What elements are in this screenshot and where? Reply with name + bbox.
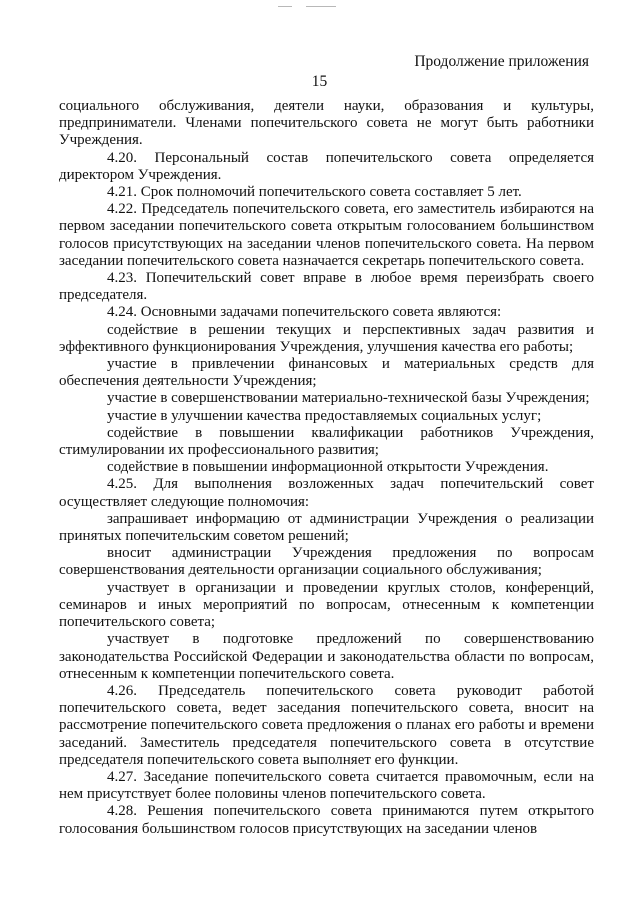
paragraph: 4.21. Срок полномочий попечительского совета составляет 5 лет. bbox=[107, 184, 522, 201]
list-item: участие в улучшении качества предоставляемых социальных услуг; bbox=[107, 407, 542, 424]
paragraph: 4.27. Заседание попечительского совета считается правомочным, если на нем присутствует более половины членов попечительского совета. bbox=[59, 768, 594, 803]
list-item: запрашивает информацию от администрации Учреждения о реализации принятых попечительским советом решений; bbox=[59, 510, 594, 545]
paragraph: 4.24. Основными задачами попечительского совета являются: bbox=[107, 304, 502, 321]
scan-artifact bbox=[278, 6, 338, 8]
paragraph: 4.26. Председатель попечительского совета руководит работой попечительского совета, ведет заседания попечительского совета, вносит на рассмотрение попечительского совета предложения о планах его работы и времени заседаний. Заместитель председателя попечительского совета в отсутствие председателя попечительского совета выполняет его функции. bbox=[59, 682, 594, 768]
list-item: содействие в повышении информационной открытости Учреждения. bbox=[107, 459, 549, 476]
list-item: участие в совершенствовании материально-технической базы Учреждения; bbox=[107, 390, 590, 407]
paragraph: 4.20. Персональный состав попечительского совета определяется директором Учреждения. bbox=[59, 149, 594, 183]
list-item: участие в привлечении финансовых и материальных средств для обеспечения деятельности Учреждения; bbox=[59, 356, 594, 390]
list-item: содействие в решении текущих и перспективных задач развития и эффективного функционирования Учреждения, улучшения качества его работы; bbox=[59, 321, 594, 355]
list-item: участвует в подготовке предложений по совершенствованию законодательства Российской Федерации и законодательства области по вопросам, отнесенным к компетенции попечительского совета. bbox=[59, 631, 594, 682]
paragraph: 4.23. Попечительский совет вправе в любое время переизбрать своего председателя. bbox=[59, 270, 594, 304]
page-number: 15 bbox=[311, 73, 328, 90]
list-item: вносит администрации Учреждения предложения по вопросам совершенствования деятельности организации социального обслуживания; bbox=[59, 545, 594, 579]
paragraph: 4.25. Для выполнения возложенных задач попечительский совет осуществляет следующие полномочия: bbox=[59, 476, 594, 510]
appendix-continuation-header: Продолжение приложения bbox=[414, 53, 589, 70]
list-item: содействие в повышении квалификации работников Учреждения, стимулировании их профессионального развития; bbox=[59, 424, 594, 459]
paragraph: социального обслуживания, деятели науки, образования и культуры, предприниматели. Членами попечительского совета не могут быть работники Учреждения. bbox=[59, 98, 594, 149]
list-item: участвует в организации и проведении круглых столов, конференций, семинаров и иных мероприятий по вопросам, отнесенным к компетенции попечительского совета; bbox=[59, 579, 594, 631]
paragraph: 4.28. Решения попечительского совета принимаются путем открытого голосования большинством голосов присутствующих на заседании членов bbox=[59, 803, 594, 837]
document-body bbox=[59, 98, 594, 838]
paragraph: 4.22. Председатель попечительского совета, его заместитель избираются на первом заседании попечительского совета открытым голосованием большинством голосов присутствующих на заседании членов попечительского совета. На первом заседании попечительского совета назначается секретарь попечительского совета. bbox=[59, 201, 594, 269]
